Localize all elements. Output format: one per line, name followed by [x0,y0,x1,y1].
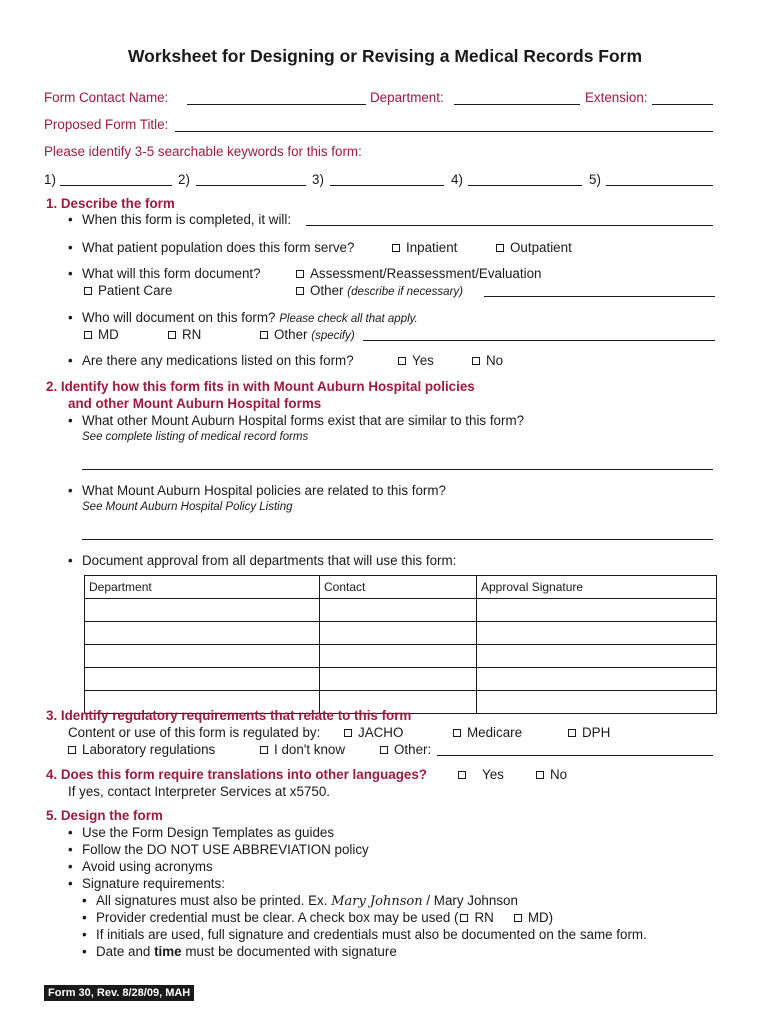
proposed-title-field[interactable] [175,131,713,132]
keyword-3-field[interactable] [330,185,444,186]
section-1-heading: 1. Describe the form [46,196,175,211]
table-cell[interactable] [85,622,320,645]
table-cell[interactable] [85,645,320,668]
sub1-text: All signatures must also be printed. Ex. [96,893,328,908]
keyword-2-label: 2) [178,172,190,187]
design-bullet-4: • Signature requirements: [82,876,225,891]
table-cell[interactable] [85,599,320,622]
sub2-text: Provider credential must be clear. A check box may be used ( [96,910,459,925]
checkbox-icon[interactable] [260,746,268,754]
lab-option[interactable] [68,742,215,757]
col-department: Department [85,576,320,599]
other-note: (describe if necessary) [347,286,463,298]
checkbox-icon[interactable] [536,771,544,779]
md-option[interactable] [84,327,119,342]
signature-sub-3: • If initials are used, full signature and credentials must also be documented on the same form. [96,927,647,942]
table-cell[interactable] [320,668,477,691]
rn-option[interactable] [168,327,201,342]
meds-no-option[interactable] [472,353,503,368]
extension-field[interactable] [652,104,713,105]
rn-label: RN [182,327,202,342]
section-2-heading-line2: and other Mount Auburn Hospital forms [68,396,322,411]
signature-sub-4 [96,944,397,959]
form-contact-name-label: Form Contact Name: [44,90,169,105]
regulated-by-label: Content or use of this form is regulated by: [68,725,321,740]
lab-label: Laboratory regulations [82,742,216,757]
q-policies: • What Mount Auburn Hospital policies are related to this form? [82,483,446,498]
patient-care-option[interactable] [84,283,172,298]
table-cell[interactable] [477,668,717,691]
checkbox-icon[interactable] [514,914,522,922]
other-label: Other [310,283,344,298]
department-label: Department: [370,90,444,105]
meds-yes-option[interactable] [398,353,434,368]
checkbox-icon[interactable] [68,746,76,754]
table-row [85,645,717,668]
keywords-prompt: Please identify 3-5 searchable keywords for this form: [44,144,362,159]
translation-yes-label: Yes [482,767,504,782]
department-field[interactable] [454,104,580,105]
sub4-a: Date and [96,944,151,959]
checkbox-icon[interactable] [472,357,480,365]
checkbox-icon[interactable] [84,287,92,295]
patient-care-label: Patient Care [98,283,173,298]
md-label: MD [98,327,119,342]
form-contact-name-field[interactable] [187,104,366,105]
translation-no-label: No [550,767,568,782]
table-cell[interactable] [477,622,717,645]
jacho-label: JACHO [358,725,404,740]
reg-other-field[interactable] [437,755,713,756]
keyword-1-field[interactable] [60,185,172,186]
col-approval-signature: Approval Signature [477,576,717,599]
dph-option[interactable] [568,725,610,740]
form-footer-badge: Form 30, Rev. 8/28/09, MAH [44,985,194,1001]
checkbox-icon[interactable] [296,270,304,278]
forms-field[interactable] [82,469,713,470]
checkbox-icon[interactable] [392,244,400,252]
checkbox-icon[interactable] [168,331,176,339]
sub2-rn-label: RN [474,910,494,925]
interpreter-note: If yes, contact Interpreter Services at x5750. [68,784,330,799]
extension-label: Extension: [585,90,648,105]
translation-yes-option[interactable] [458,767,504,782]
outpatient-label: Outpatient [510,240,572,255]
table-row [85,668,717,691]
checkbox-icon[interactable] [260,331,268,339]
checkbox-icon[interactable] [496,244,504,252]
checkbox-icon[interactable] [568,729,576,737]
keyword-5-label: 5) [589,172,601,187]
example-signature: Mary Johnson [331,894,423,909]
keyword-4-field[interactable] [468,185,582,186]
signature-sub-2 [96,910,553,925]
design-bullet-2: • Follow the DO NOT USE ABBREVIATION policy [82,842,369,857]
medicare-option[interactable] [453,725,522,740]
checkbox-icon[interactable] [453,729,461,737]
yes-label: Yes [412,353,434,368]
specify-note: (specify) [311,330,355,342]
completed-field[interactable] [306,225,713,226]
outpatient-option[interactable] [496,240,572,255]
checkbox-icon[interactable] [84,331,92,339]
table-cell[interactable] [477,645,717,668]
sub2-md-label: MD) [527,910,554,925]
approval-table [84,575,717,714]
design-bullet-1: • Use the Form Design Templates as guides [82,825,334,840]
reg-other-option[interactable] [380,742,431,757]
section-5-heading: 5. Design the form [46,808,163,823]
table-header-row [85,576,717,599]
keyword-4-label: 4) [451,172,463,187]
keyword-1-label: 1) [44,172,56,187]
proposed-title-label: Proposed Form Title: [44,117,169,132]
inpatient-label: Inpatient [406,240,458,255]
table-row [85,622,717,645]
document-other-field[interactable] [484,296,715,297]
who-other-option[interactable] [260,327,355,342]
section-3-heading: 3. Identify regulatory requirements that relate to this form [46,708,412,723]
dont-know-option[interactable] [260,742,345,757]
q-population: • What patient population does this form serve? [82,240,354,255]
forms-note: See complete listing of medical record forms [82,431,309,443]
inpatient-option[interactable] [392,240,457,255]
table-cell[interactable] [477,691,717,714]
table-cell[interactable] [85,668,320,691]
sub1-printed: / Mary Johnson [426,893,518,908]
table-cell[interactable] [477,599,717,622]
page-title: Worksheet for Designing or Revising a Medical Records Form [127,46,643,66]
section-2-heading: 2. Identify how this form fits in with Mount Auburn Hospital policies [46,379,475,394]
checkbox-icon[interactable] [344,729,352,737]
who-note: Please check all that apply. [279,313,418,325]
checkbox-icon[interactable] [296,287,304,295]
q-approval: • Document approval from all departments that will use this form: [82,553,456,568]
table-cell[interactable] [320,599,477,622]
table-cell[interactable] [320,645,477,668]
assessment-label: Assessment/Reassessment/Evaluation [310,266,542,281]
checkbox-icon[interactable] [460,914,468,922]
section-4-heading: 4. Does this form require translations into other languages? [46,767,427,782]
other2-label: Other [274,327,308,342]
no-label: No [486,353,504,368]
q-who [82,310,418,325]
medicare-label: Medicare [467,725,523,740]
q-who-text: Who will document on this form? [82,310,276,325]
col-contact: Contact [320,576,477,599]
sub4-c: must be documented with signature [185,944,397,959]
checkbox-icon[interactable] [458,771,466,779]
sub4-time: time [154,944,182,959]
policies-note: See Mount Auburn Hospital Policy Listing [82,501,293,513]
checkbox-icon[interactable] [398,357,406,365]
signature-sub-1 [96,893,518,909]
table-cell[interactable] [320,622,477,645]
jacho-option[interactable] [344,725,403,740]
dph-label: DPH [582,725,611,740]
who-other-field[interactable] [363,340,715,341]
assessment-option[interactable] [296,266,541,281]
table-row [85,599,717,622]
keyword-2-field[interactable] [196,185,306,186]
q-document: • What will this form document? [82,266,261,281]
keyword-3-label: 3) [312,172,324,187]
q-meds: • Are there any medications listed on this form? [82,353,354,368]
document-other-option[interactable] [296,283,463,298]
keyword-5-field[interactable] [606,185,713,186]
translation-no-option[interactable] [536,767,567,782]
checkbox-icon[interactable] [380,746,388,754]
policies-field[interactable] [82,539,713,540]
q-forms: • What other Mount Auburn Hospital forms exist that are similar to this form? [82,413,524,428]
dont-know-label: I don't know [274,742,346,757]
q-completed: • When this form is completed, it will: [82,212,291,227]
reg-other-label: Other: [394,742,432,757]
design-bullet-3: • Avoid using acronyms [82,859,213,874]
